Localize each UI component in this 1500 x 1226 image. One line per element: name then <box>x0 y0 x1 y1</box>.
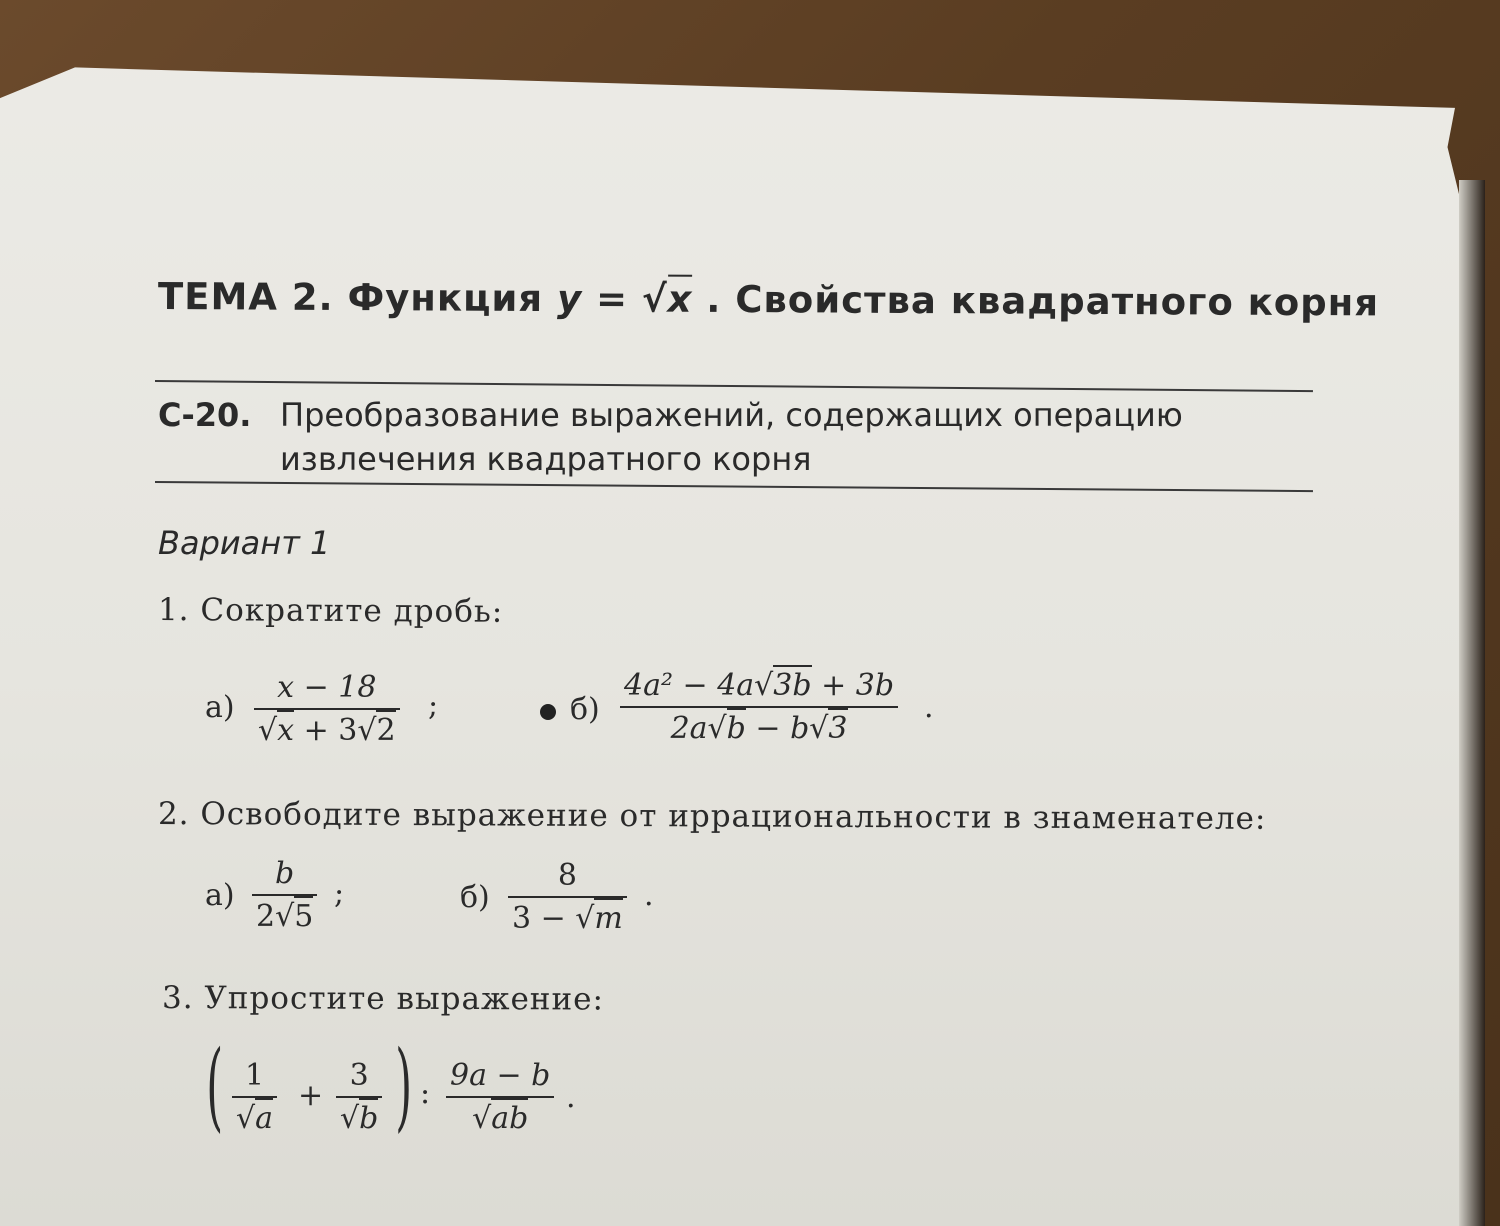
task3-f3-numerator: 9a − b <box>450 1058 551 1093</box>
left-paren: ( <box>206 1030 224 1142</box>
section-title-line2: извлечения квадратного корня <box>280 440 812 478</box>
radicand: m <box>594 898 622 936</box>
num-part: 4a² − 4a√ <box>624 668 774 703</box>
task2-a-fraction <box>252 856 317 934</box>
fraction-bar <box>620 706 898 708</box>
task3-fraction-1 <box>232 1058 277 1136</box>
sqrt-sign: √ <box>472 1101 492 1136</box>
task2-a-numerator: b <box>275 856 295 891</box>
task1-a-numerator: x − 18 <box>277 670 377 705</box>
task2-a-denominator <box>252 899 317 934</box>
radicand: b <box>727 708 746 746</box>
task1-a-end: ; <box>428 688 439 723</box>
task1-b-label: б) <box>570 692 600 727</box>
paper-shadow <box>1459 180 1485 1226</box>
den-part: 2a√ <box>670 711 727 746</box>
task3-f2-numerator: 3 <box>349 1058 369 1093</box>
task1-a-denominator <box>254 713 400 748</box>
task1-a-label: а) <box>205 690 235 725</box>
task1-b-numerator <box>620 668 898 703</box>
section-title-line1: Преобразование выражений, содержащих операцию <box>280 396 1183 434</box>
task1-b-denominator <box>667 711 852 746</box>
task1-a-fraction <box>254 670 400 748</box>
task3-colon: : <box>420 1076 431 1111</box>
topic-prefix: ТЕМА 2. Функция <box>157 275 558 321</box>
sqrt-sign: √ <box>236 1101 256 1136</box>
radicand: 2 <box>376 710 395 748</box>
radicand: ab <box>491 1098 528 1136</box>
task2-b-label: б) <box>460 880 490 915</box>
task1-b-fraction <box>620 668 898 746</box>
task2-b-denominator <box>508 901 627 936</box>
task3-plus: + <box>298 1078 324 1113</box>
sqrt-sign: √ <box>340 1101 360 1136</box>
topic-suffix: . Свойства квадратного корня <box>692 277 1380 325</box>
task2-a-label: а) <box>205 878 235 913</box>
task3-fraction-2 <box>336 1058 382 1136</box>
radicand: 5 <box>294 896 313 934</box>
sqrt-sign: √ <box>258 713 278 748</box>
right-paren: ) <box>395 1030 413 1142</box>
task3-f1-denominator <box>232 1101 277 1136</box>
den-part: 2√ <box>256 899 295 934</box>
task2-b-numerator: 8 <box>557 858 577 893</box>
task2-b-end: . <box>644 878 654 913</box>
radicand: x <box>277 710 294 748</box>
num-part: + 3b <box>811 668 895 703</box>
section-code: С-20. <box>158 396 252 434</box>
radicand: 3 <box>828 708 847 746</box>
task2-a-end: ; <box>334 876 345 911</box>
radicand: b <box>359 1098 378 1136</box>
task1-heading: 1. Сократите дробь: <box>157 592 504 630</box>
task3-heading: 3. Упростите выражение: <box>161 980 605 1018</box>
difficulty-bullet-icon <box>540 704 556 720</box>
task3-fraction-3 <box>446 1058 554 1136</box>
task3-end: . <box>566 1080 576 1115</box>
task3-f2-denominator <box>336 1101 382 1136</box>
radicand: a <box>255 1098 273 1136</box>
task3-f3-denominator <box>468 1101 532 1136</box>
task3-f1-numerator: 1 <box>244 1058 265 1093</box>
topic-y: y <box>556 277 583 321</box>
topic-heading <box>158 275 1379 324</box>
task1-b-end: . <box>924 690 934 725</box>
task2-heading: 2. Освободите выражение от иррациональности в знаменателе: <box>157 796 1267 837</box>
variant-label: Вариант 1 <box>158 524 331 562</box>
topic-x: x <box>667 275 692 321</box>
den-part: 3 − √ <box>512 901 595 936</box>
radicand: 3b <box>773 665 811 703</box>
topic-eq: = √ <box>582 277 668 321</box>
task2-b-fraction <box>508 858 627 936</box>
den-part: + 3√ <box>294 713 377 748</box>
den-part: − b√ <box>745 711 829 746</box>
